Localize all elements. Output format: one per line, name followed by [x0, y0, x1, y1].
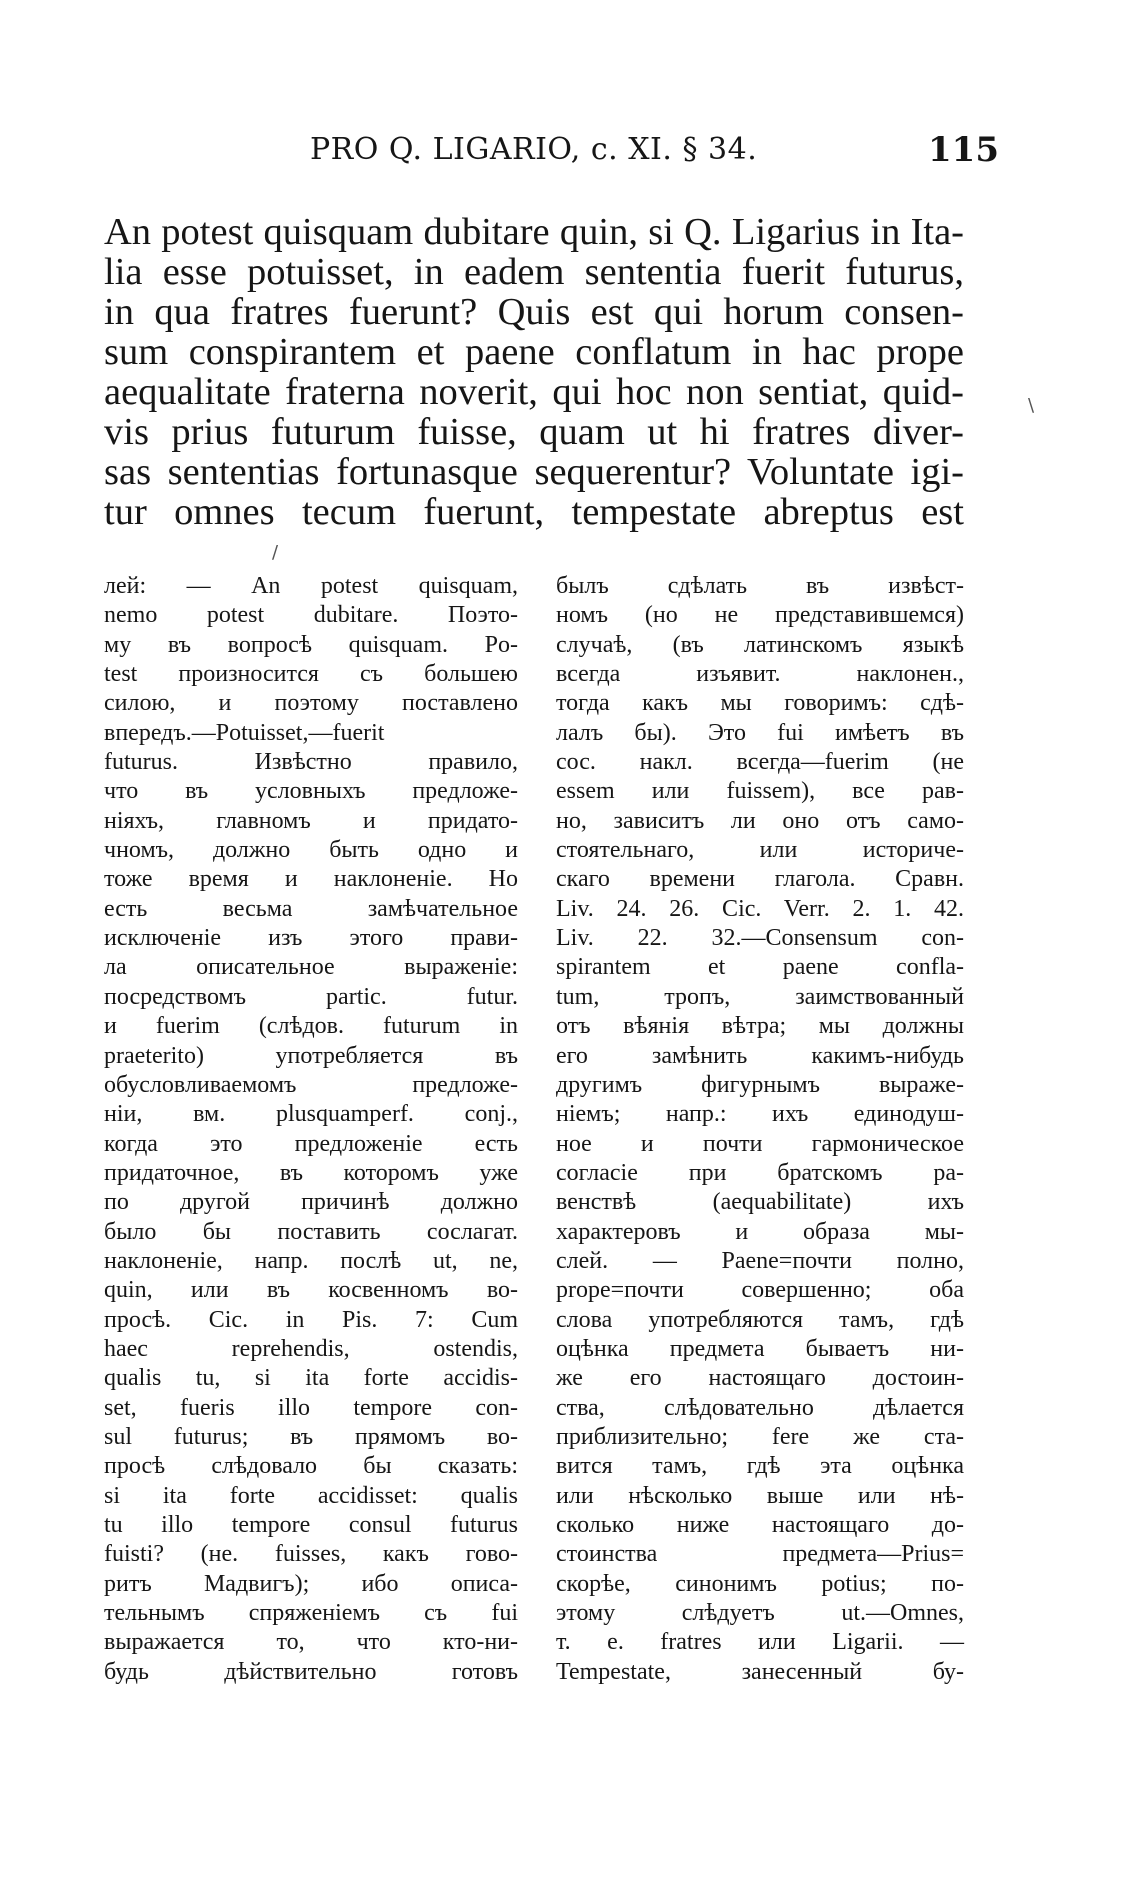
- commentary-line: всегда изъявит. наклонен.,: [556, 661, 964, 688]
- commentary-line: этому слѣдуетъ ut.—Omnes,: [556, 1600, 964, 1627]
- commentary-line: ніи, вм. plusquamperf. conj.,: [104, 1101, 518, 1128]
- commentary-line: лалъ бы). Это fui имѣетъ въ: [556, 719, 964, 746]
- commentary-line: ное и почти гармоническое: [556, 1130, 964, 1157]
- commentary-line: tum, тропъ, заимствованный: [556, 983, 964, 1010]
- commentary-line: другимъ фигурнымъ выраже-: [556, 1071, 964, 1098]
- commentary-line: было бы поставить сослагат.: [104, 1218, 518, 1245]
- commentary-left-column: [104, 572, 518, 1687]
- commentary-line: исключеніе изъ этого прави-: [104, 925, 518, 952]
- commentary-line: quin, или въ косвенномъ во-: [104, 1277, 518, 1304]
- commentary-line: prope=почти совершенно; оба: [556, 1277, 964, 1304]
- commentary-line: haec reprehendis, ostendis,: [104, 1335, 518, 1362]
- commentary-line: случаѣ, (въ латинскомъ языкѣ: [556, 631, 964, 658]
- commentary-line: стоинства предмета—Prius=: [556, 1541, 964, 1568]
- latin-line: lia esse potuisset, in eadem sententia fuerit futurus,: [104, 251, 964, 293]
- commentary-line: по другой причинѣ должно: [104, 1189, 518, 1216]
- stray-mark: \: [1028, 395, 1035, 416]
- commentary-line: просѣ. Cic. in Pis. 7: Cum: [104, 1306, 518, 1333]
- commentary-line: впередъ.—Potuisset,—fuerit: [104, 719, 385, 746]
- commentary-line: приблизительно; fere же ста-: [556, 1423, 964, 1450]
- latin-line: in qua fratres fuerunt? Quis est qui horum consen-: [104, 291, 964, 333]
- commentary-line: что въ условныхъ предложе-: [104, 778, 518, 805]
- latin-line: An potest quisquam dubitare quin, si Q. Ligarius in Ita-: [104, 211, 964, 253]
- commentary-line: слова употребляются тамъ, гдѣ: [556, 1306, 964, 1333]
- commentary-line: выражается то, что кто-ни-: [104, 1629, 518, 1656]
- commentary-line: tu illo tempore consul futurus: [104, 1512, 518, 1538]
- stray-mark: /: [272, 542, 279, 563]
- commentary-line: сколько ниже настоящаго до-: [556, 1512, 964, 1538]
- commentary-line: ла описательное выраженіе:: [104, 954, 518, 981]
- commentary-line: скаго времени глагола. Сравн.: [556, 866, 964, 893]
- commentary-line: будь дѣйствительно готовъ: [104, 1658, 518, 1685]
- commentary-line: есть весьма замѣчательное: [104, 895, 518, 922]
- commentary-line: тельнымъ спряженіемъ съ fui: [104, 1600, 518, 1627]
- commentary-line: номъ (но не представившемся): [556, 602, 964, 629]
- commentary-line: set, fueris illo tempore con-: [104, 1394, 518, 1421]
- commentary-line: ніемъ; напр.: ихъ единодуш-: [556, 1101, 964, 1128]
- latin-line: aequalitate fraterna noverit, qui hoc non sentiat, quid-: [104, 371, 964, 413]
- page-number: 115: [928, 130, 999, 170]
- commentary-line: ства, слѣдовательно дѣлается: [556, 1394, 964, 1421]
- commentary-line: spirantem et paene confla-: [556, 954, 964, 981]
- commentary-line: тоже время и наклоненіе. Но: [104, 866, 518, 893]
- commentary-line: si ita forte accidisset: qualis: [104, 1482, 518, 1509]
- running-head: PRO Q. LIGARIO, c. XI. § 34.: [310, 132, 758, 167]
- commentary-line: силою, и поэтому поставлено: [104, 690, 518, 717]
- commentary-line: Liv. 22. 32.—Consensum con-: [556, 925, 964, 952]
- commentary-line: nemo potest dubitare. Поэто-: [104, 602, 518, 629]
- commentary-line: и fuerim (слѣдов. futurum in: [104, 1013, 518, 1040]
- commentary-line: придаточное, въ которомъ уже: [104, 1159, 518, 1186]
- commentary-line: характеровъ и образа мы-: [556, 1218, 964, 1245]
- commentary-line: согласіе при братскомъ ра-: [556, 1159, 964, 1186]
- latin-line: tur omnes tecum fuerunt, tempestate abreptus est: [104, 491, 964, 533]
- latin-line: sum conspirantem et paene conflatum in hac prope: [104, 331, 964, 373]
- commentary-line: т. е. fratres или Ligarii. —: [556, 1629, 964, 1656]
- commentary-line: Tempestate, занесенный бу-: [556, 1658, 964, 1685]
- commentary-line: слей. — Paene=почти полно,: [556, 1247, 964, 1274]
- commentary-line: му въ вопросѣ quisquam. Po-: [104, 631, 518, 658]
- commentary-line: sul futurus; въ прямомъ во-: [104, 1423, 518, 1450]
- commentary-line: чномъ, должно быть одно и: [104, 837, 518, 864]
- commentary-line: futurus. Извѣстно правило,: [104, 749, 518, 776]
- latin-text-block: [104, 212, 964, 532]
- commentary-line: венствѣ (aequabilitate) ихъ: [556, 1189, 964, 1216]
- commentary-line: Liv. 24. 26. Cic. Verr. 2. 1. 42.: [556, 895, 964, 922]
- commentary-line: же его настоящаго достоин-: [556, 1365, 964, 1392]
- latin-line: vis prius futurum fuisse, quam ut hi fratres diver-: [104, 411, 964, 453]
- commentary-line: скорѣе, синонимъ potius; по-: [556, 1570, 964, 1597]
- commentary-line: ритъ Мадвигъ); ибо описа-: [104, 1570, 518, 1597]
- commentary-line: когда это предложеніе есть: [104, 1130, 518, 1157]
- commentary-line: посредствомъ partic. futur.: [104, 983, 518, 1010]
- commentary-line: ніяхъ, главномъ и придато-: [104, 807, 518, 834]
- commentary-right-column: [556, 572, 964, 1687]
- commentary-line: его замѣнить какимъ-нибудь: [556, 1042, 964, 1069]
- commentary-line: test произносится съ большею: [104, 661, 518, 688]
- commentary-line: или нѣсколько выше или нѣ-: [556, 1482, 964, 1509]
- commentary-line: вится тамъ, гдѣ эта оцѣнка: [556, 1453, 964, 1480]
- commentary-line: fuisti? (не. fuisses, какъ гово-: [104, 1541, 518, 1568]
- commentary-line: essem или fuissem), все рав-: [556, 778, 964, 805]
- commentary-line: отъ вѣянія вѣтра; мы должны: [556, 1013, 964, 1040]
- commentary-line: былъ сдѣлать въ извѣст-: [556, 573, 964, 599]
- commentary-line: сос. накл. всегда—fuerim (не: [556, 749, 964, 776]
- commentary-line: тогда какъ мы говоримъ: сдѣ-: [556, 690, 964, 717]
- commentary-line: наклоненіе, напр. послѣ ut, ne,: [104, 1247, 518, 1274]
- commentary-line: но, зависитъ ли оно отъ само-: [556, 807, 964, 834]
- commentary-line: qualis tu, si ita forte accidis-: [104, 1365, 518, 1392]
- commentary-line: просѣ слѣдовало бы сказать:: [104, 1453, 518, 1480]
- commentary-line: оцѣнка предмета бываетъ ни-: [556, 1335, 964, 1362]
- commentary-line: стоятельнаго, или историче-: [556, 837, 964, 864]
- commentary-line: praeterito) употребляется въ: [104, 1042, 518, 1069]
- commentary-line: обусловливаемомъ предложе-: [104, 1071, 518, 1098]
- commentary-line: лей: — An potest quisquam,: [104, 573, 518, 599]
- latin-line: sas sententias fortunasque sequerentur? Voluntate igi-: [104, 451, 964, 493]
